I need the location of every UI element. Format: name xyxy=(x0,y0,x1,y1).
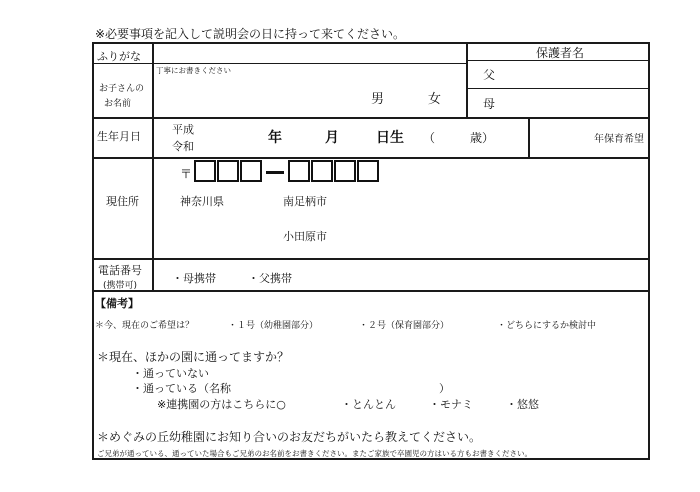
mobile-father: ・父携帯 xyxy=(248,272,292,285)
city-minamiashigara[interactable]: 南足柄市 xyxy=(283,195,327,208)
postal-dash xyxy=(266,171,284,174)
month-label: 月 xyxy=(325,130,339,146)
option-1[interactable]: ・１号（幼稚園部分） xyxy=(228,321,319,331)
option-3[interactable]: ・どちらにするか検討中 xyxy=(497,321,597,331)
not-attending-option[interactable]: ・通っていない xyxy=(132,367,209,380)
partner-tonton[interactable]: ・とんとん xyxy=(341,398,396,411)
child-name-label-2: お名前 xyxy=(104,99,132,109)
postal-box-2[interactable] xyxy=(217,160,239,182)
age-close: 歳） xyxy=(470,131,495,145)
remarks-header: 【備考】 xyxy=(95,297,139,310)
day-born-label: 日生 xyxy=(376,130,404,146)
prefecture-label: 神奈川県 xyxy=(180,195,224,208)
partner-monami[interactable]: ・モナミ xyxy=(429,398,473,411)
address-label: 現住所 xyxy=(106,195,139,208)
option-2[interactable]: ・２号（保育園部分） xyxy=(359,321,450,331)
siblings-note: ご兄弟が通っている、通っていた場合もご兄弟のお名前をお書きください。またご家族で卒園児の方はいる方もお書きください。 xyxy=(97,449,532,458)
mobile-mother: ・母携帯 xyxy=(172,272,216,285)
friends-question: ＊めぐみの丘幼稚園にお知り合いのお友だちがいたら教えてください。 xyxy=(97,430,482,444)
postal-box-6[interactable] xyxy=(334,160,356,182)
age-open: （ xyxy=(423,131,436,145)
attending-option[interactable]: ・通っている（名称 xyxy=(132,382,231,395)
current-wish: ＊今、現在のご希望は？ xyxy=(95,321,195,331)
year-label: 年 xyxy=(268,130,282,146)
hope-column-line xyxy=(528,117,530,157)
child-name-label-1: お子さんの xyxy=(99,84,145,94)
postal-box-7[interactable] xyxy=(357,160,379,182)
city-odawara[interactable]: 小田原市 xyxy=(283,230,327,243)
phone-sub: (携帯可) xyxy=(103,281,138,291)
postal-box-1[interactable] xyxy=(194,160,216,182)
female-option[interactable]: 女 xyxy=(428,92,442,107)
postal-box-4[interactable] xyxy=(288,160,310,182)
era-heisei[interactable]: 平成 xyxy=(172,123,194,136)
partner-yuyu[interactable]: ・悠悠 xyxy=(506,398,539,411)
attending-close: ） xyxy=(439,382,450,395)
notice-text: ※必要事項を記入して説明会の日に持って来てください。 xyxy=(95,27,406,41)
phone-label: 電話番号 xyxy=(98,264,142,277)
male-option[interactable]: 男 xyxy=(371,92,385,107)
guardian-mid-line xyxy=(466,88,650,89)
row-line-birth xyxy=(92,157,650,159)
father-label: 父 xyxy=(483,68,496,82)
row-line-address xyxy=(92,258,650,260)
other-school-question: ＊現在、ほかの園に通ってますか？ xyxy=(97,350,290,364)
mother-label: 母 xyxy=(483,97,496,111)
careful-note: 丁寧にお書きください xyxy=(156,66,231,75)
birth-label: 生年月日 xyxy=(97,130,141,143)
label-column-line xyxy=(152,42,154,292)
partner-note: ※連携園の方はこちらに○ xyxy=(157,398,286,411)
postal-box-3[interactable] xyxy=(240,160,262,182)
furigana-label: ふりがな xyxy=(97,50,141,63)
era-reiwa[interactable]: 令和 xyxy=(172,140,194,153)
postal-mark: 〒 xyxy=(180,167,193,181)
postal-box-5[interactable] xyxy=(311,160,333,182)
guardian-header: 保護者名 xyxy=(536,46,585,60)
row-line-name xyxy=(92,117,650,119)
guardian-column-line xyxy=(466,42,468,117)
row-line-furigana xyxy=(92,63,466,64)
hope-year-label: 年保育希望 xyxy=(594,134,644,145)
